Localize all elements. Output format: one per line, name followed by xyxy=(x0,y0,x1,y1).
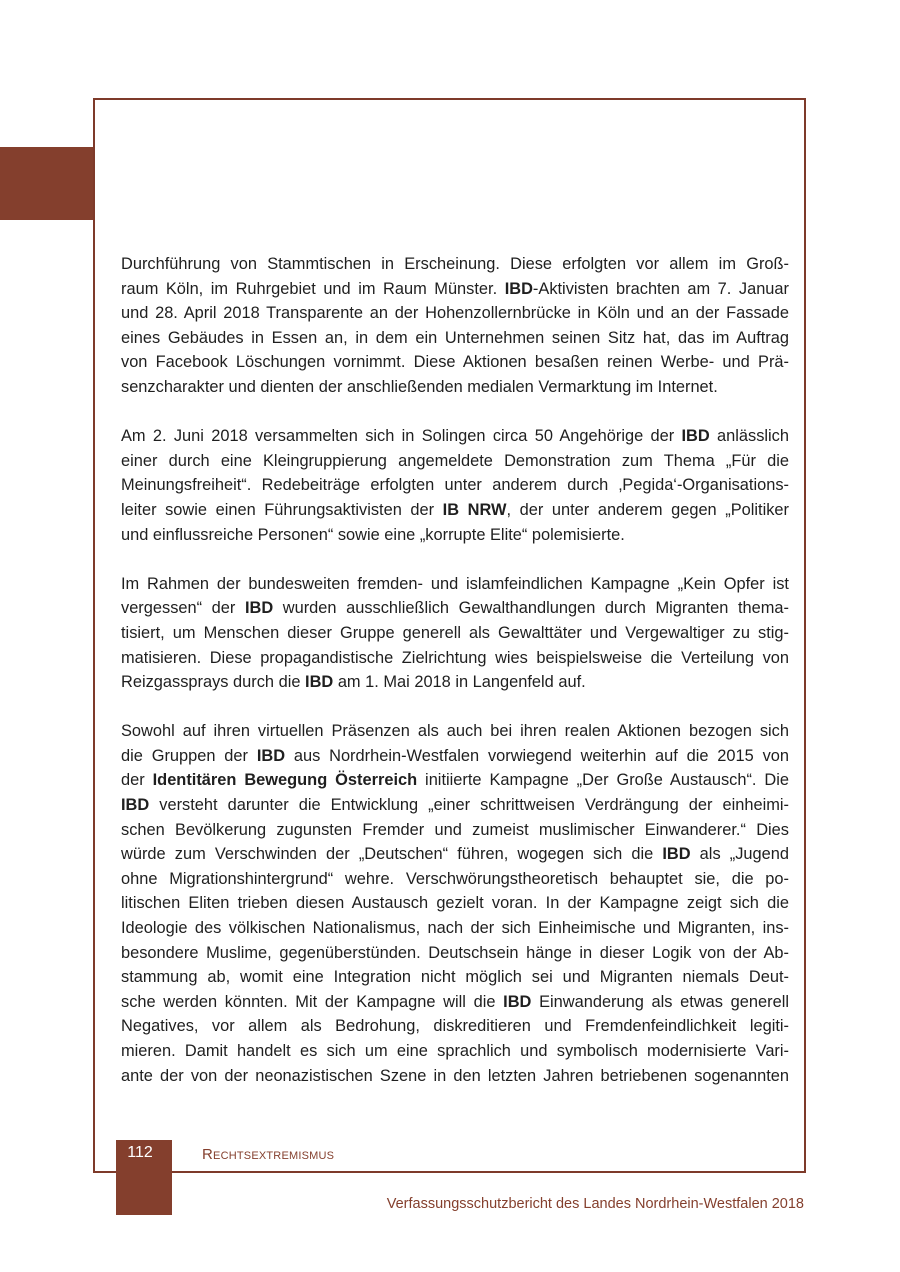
text-line: Reizgassprays durch die IBD am 1. Mai 2018 in Langenfeld auf. xyxy=(121,673,586,692)
text-line: raum Köln, im Ruhrgebiet und im Raum Münster. IBD-Aktivisten brachten am 7. Januar xyxy=(121,279,789,298)
text-line: ante der von der neonazistischen Szene in den letzten Jahren betriebenen sogenannten xyxy=(121,1066,789,1085)
text-line: senzcharakter und dienten der anschließenden medialen Vermarktung im Internet. xyxy=(121,377,718,396)
paragraph-3 xyxy=(121,572,789,695)
bold-term: IBD xyxy=(681,427,710,446)
text-line: stammung ab, womit eine Integration nicht möglich sei und Migranten niemals Deut- xyxy=(121,968,789,987)
chapter-tab-marker xyxy=(0,147,93,220)
text-line: ohne Migrationshintergrund“ wehre. Verschwörungstheoretisch behauptet sie, die po- xyxy=(121,869,789,888)
text-line: sche werden könnten. Mit der Kampagne will die IBD Einwanderung als etwas generell xyxy=(121,992,789,1011)
text-line: Negatives, vor allem als Bedrohung, diskreditieren und Fremdenfeindlichkeit legiti- xyxy=(121,1017,789,1036)
text-line: litischen Eliten trieben diesen Austausch gezielt voran. In der Kampagne zeigt sich die xyxy=(121,894,789,913)
text-line: die Gruppen der IBD aus Nordrhein-Westfalen vorwiegend weiterhin auf die 2015 von xyxy=(121,746,789,765)
text-line: Am 2. Juni 2018 versammelten sich in Solingen circa 50 Angehörige der IBD anlässlich xyxy=(121,427,789,446)
text-line: matisieren. Diese propagandistische Zielrichtung wies beispielsweise die Verteilung von xyxy=(121,648,789,667)
text-line: der Identitären Bewegung Österreich initiierte Kampagne „Der Große Austausch“. Die xyxy=(121,771,789,790)
text-line: leiter sowie einen Führungsaktivisten der IB NRW, der unter anderem gegen „Politiker xyxy=(121,500,790,519)
bold-term: Identitären Bewegung Österreich xyxy=(152,771,418,790)
bold-term: IBD xyxy=(305,673,334,692)
page-number: 112 xyxy=(127,1144,153,1161)
text-line: schen Bevölkerung zugunsten Fremder und zumeist muslimischer Einwanderer.“ Dies xyxy=(121,820,789,839)
body-text xyxy=(121,252,789,1088)
text-line: eines Gebäudes in Essen an, in dem ein Unternehmen seinen Sitz hat, das im Auftrag xyxy=(121,328,789,347)
text-line: Ideologie des völkischen Nationalismus, nach der sich Einheimische und Migranten, ins- xyxy=(121,919,789,938)
text-line: Sowohl auf ihren virtuellen Präsenzen als auch bei ihren realen Aktionen bezogen sich xyxy=(121,722,789,741)
text-line: tisiert, um Menschen dieser Gruppe generell als Gewalttäter und Vergewaltiger zu stig- xyxy=(121,623,789,642)
text-line: Meinungsfreiheit“. Redebeiträge erfolgten unter anderem durch ‚Pegida‘-Organisations- xyxy=(121,476,789,495)
text-line: von Facebook Löschungen vornimmt. Diese Aktionen besaßen reinen Werbe- und Prä- xyxy=(121,353,789,372)
text-line: und 28. April 2018 Transparente an der Hohenzollernbrücke in Köln und an der Fassade xyxy=(121,304,789,323)
bold-term: IBD xyxy=(504,279,533,298)
bold-term: IBD xyxy=(503,992,532,1011)
bold-term: IBD xyxy=(244,599,274,618)
bold-term: IB NRW xyxy=(442,500,507,519)
paragraph-4 xyxy=(121,719,789,1088)
section-title: Rechtsextremismus xyxy=(202,1146,335,1163)
bold-term: IBD xyxy=(256,746,286,765)
text-line: vergessen“ der IBD wurden ausschließlich Gewalthandlungen durch Migranten thema- xyxy=(121,599,789,618)
text-line: Durchführung von Stammtischen in Erscheinung. Diese erfolgten vor allem im Groß- xyxy=(121,255,789,273)
text-line: und einflussreiche Personen“ sowie eine „korrupte Elite“ polemisierte. xyxy=(121,525,625,544)
bold-term: IBD xyxy=(121,796,150,815)
text-line: einer durch eine Kleingruppierung angemeldete Demonstration zum Thema „Für die xyxy=(121,451,789,470)
text-line: besondere Muslime, gegenüberstünden. Deutschsein hänge in dieser Logik von der Ab- xyxy=(121,943,789,962)
bold-term: IBD xyxy=(662,845,691,864)
paragraph-2 xyxy=(121,424,789,547)
text-line: würde zum Verschwinden der „Deutschen“ führen, wogegen sich die IBD als „Jugend xyxy=(121,845,789,864)
text-line: mieren. Damit handelt es sich um eine sprachlich und symbolisch modernisierte Vari- xyxy=(121,1042,789,1060)
text-line: Im Rahmen der bundesweiten fremden- und islamfeindlichen Kampagne „Kein Opfer ist xyxy=(121,574,789,593)
report-title: Verfassungsschutzbericht des Landes Nordrhein-Westfalen 2018 xyxy=(386,1196,804,1212)
text-line: IBD versteht darunter die Entwicklung „einer schrittweisen Verdrängung der einheimi- xyxy=(121,796,789,815)
paragraph-1 xyxy=(121,252,789,400)
